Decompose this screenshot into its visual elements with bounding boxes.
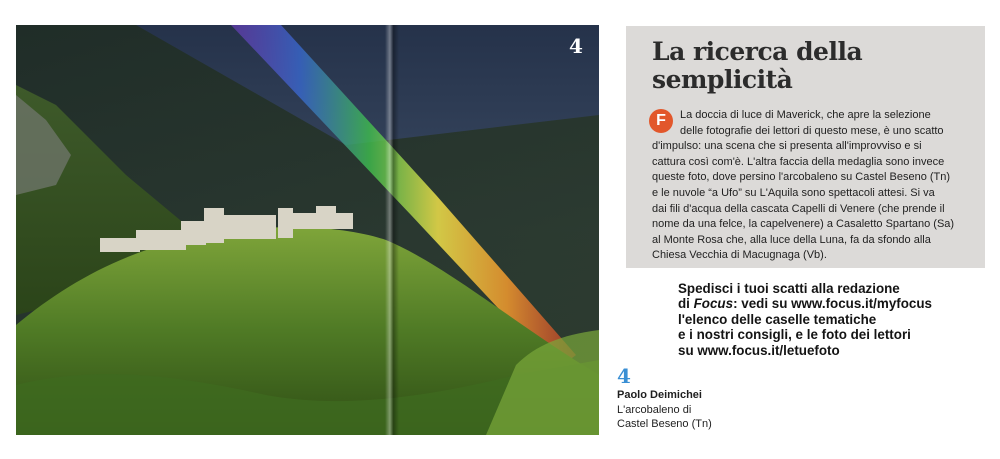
body-line: e le nuvole “a Ufo” su L'Aquila sono spettacoli attesi. Si va [652, 186, 935, 199]
photo-illustration [16, 25, 599, 435]
title-line-1: La ricerca della [652, 37, 863, 66]
body-line: dai fili d'acqua della cascata Capelli di Venere (che prende il [652, 202, 945, 215]
photo-author: Paolo Deimichei [617, 389, 702, 401]
rainbow-castle-photo [16, 25, 599, 435]
cta-letuefoto-link[interactable]: su www.focus.it/letuefoto [678, 342, 840, 358]
page-gutter [385, 25, 399, 435]
cta-line-4: e i nostri consigli, e le foto dei lettori [678, 327, 911, 343]
body-line: al Monte Rosa che, alla luce della Luna, fa da sfondo alla [652, 233, 931, 246]
caption-number: 4 [617, 364, 631, 388]
photo-caption [617, 388, 712, 432]
focus-f-badge: F [649, 109, 673, 133]
article-title [652, 38, 975, 94]
body-line: delle fotografie dei lettori di questo mese, è uno scatto [680, 124, 944, 137]
body-line: Chiesa Vecchia di Macugnaga (Vb). [652, 249, 827, 262]
article-box [626, 26, 985, 268]
cta-prefix: di [678, 296, 694, 312]
cta-myfocus-link[interactable]: : vedi su www.focus.it/myfocus [733, 296, 932, 312]
cta-line-2 [678, 296, 988, 311]
magazine-name: Focus [693, 296, 734, 312]
body-line: d'impulso: una scena che si presenta all'improvviso e si [652, 140, 922, 153]
caption-line-2: Castel Beseno (Tn) [617, 418, 712, 430]
submission-info [678, 281, 988, 358]
photo-number: 4 [569, 34, 583, 58]
body-line: cattura così com'è. L'altra faccia della medaglia sono invece [652, 155, 945, 168]
body-line: nome da una felce, la capelvenere) a Casaletto Spartano (Sa) [652, 218, 955, 231]
title-line-2: semplicità [652, 65, 793, 94]
cta-line-3: l'elenco delle caselle tematiche [678, 311, 877, 327]
body-line: La doccia di luce di Maverick, che apre la selezione [680, 109, 931, 121]
body-line: queste foto, dove persino l'arcobaleno su Castel Beseno (Tn) [652, 171, 951, 184]
article-body [652, 108, 975, 264]
caption-line-1: L'arcobaleno di [617, 403, 692, 416]
cta-line-1: Spedisci i tuoi scatti alla redazione [678, 281, 900, 296]
